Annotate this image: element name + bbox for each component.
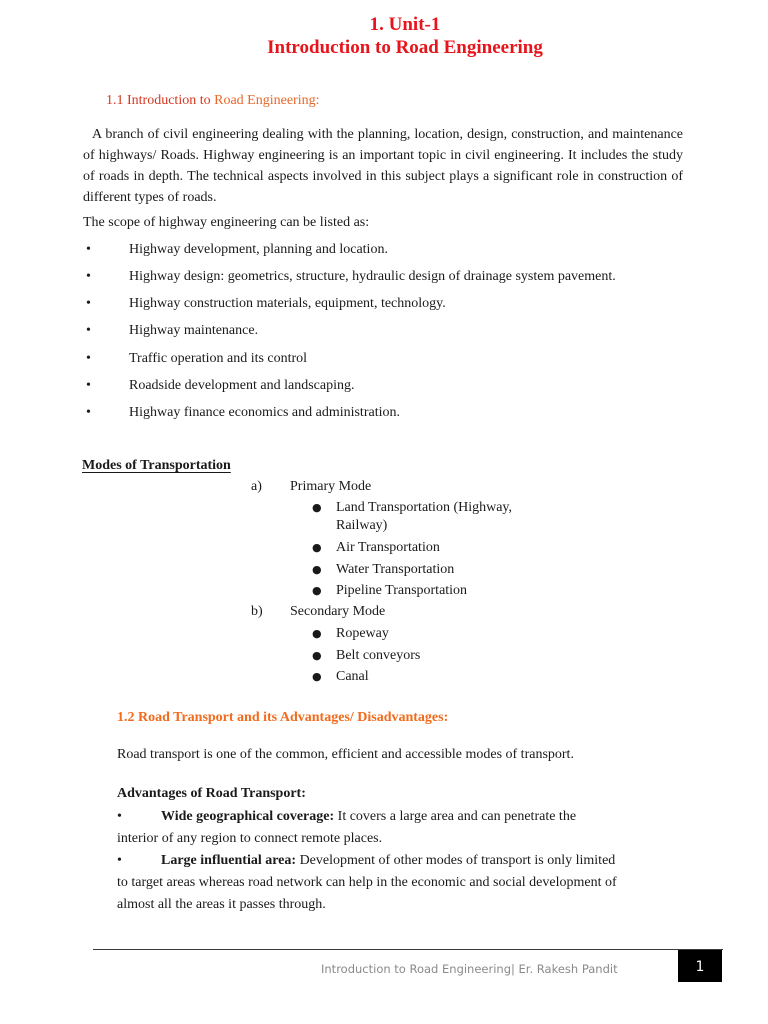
list-item <box>312 561 542 579</box>
secondary-mode-label: b) <box>251 604 263 619</box>
bullet-icon: • <box>86 269 91 284</box>
advantage-term: Large influential area: <box>161 853 297 868</box>
intro-paragraph: A branch of civil engineering dealing with the planning, location, design, construction, and maintenance of highways/ Roads. Highway engineering is an important topic in civil engineering. It includes the study of roads in depth. The technical aspects involved in this subject plays a significant role in construction of different types of roads. <box>83 127 683 205</box>
scope-item-text: Highway construction materials, equipment, technology. <box>129 296 446 311</box>
modes-heading: Modes of Transportation <box>82 458 231 473</box>
bullet-icon: • <box>86 296 91 311</box>
advantage-text: Development of other modes of transport is only limited to target areas whereas road network can help in the economic and social development of almost all the areas it passes through. <box>117 853 617 912</box>
mode-item-text: Land Transportation (Highway, Railway) <box>336 500 513 533</box>
list-item <box>312 668 542 686</box>
scope-item-text: Highway development, planning and location. <box>129 242 388 257</box>
bullet-icon: • <box>86 351 91 366</box>
bullet-icon: • <box>86 378 91 393</box>
bullet-icon: • <box>86 242 91 257</box>
bullet-icon: ● <box>312 541 322 554</box>
advantage-term: Wide geographical coverage: <box>161 809 335 824</box>
secondary-mode-name: Secondary Mode <box>290 604 386 619</box>
advantage-text: It covers a large area and can penetrate the interior of any region to connect remote places. <box>117 809 577 846</box>
list-item <box>312 539 542 557</box>
scope-intro: The scope of highway engineering can be listed as: <box>83 215 370 230</box>
mode-item-text: Canal <box>336 669 369 684</box>
footer-text: Introduction to Road Engineering| Er. Rakesh Pandit <box>321 962 618 976</box>
list-item <box>312 625 542 643</box>
scope-item-text: Roadside development and landscaping. <box>129 378 355 393</box>
advantages-heading: Advantages of Road Transport: <box>117 786 306 801</box>
bullet-icon: ● <box>312 649 322 662</box>
bullet-icon: ● <box>312 670 322 683</box>
mode-item-text: Pipeline Transportation <box>336 583 468 598</box>
list-item <box>312 647 542 665</box>
primary-mode-name: Primary Mode <box>290 479 372 494</box>
scope-item-text: Highway finance economics and administration. <box>129 405 400 420</box>
bullet-icon: ● <box>312 563 322 576</box>
page-title: Introduction to Road Engineering <box>267 37 543 58</box>
bullet-icon: ● <box>312 627 322 640</box>
advantage-item <box>117 850 617 916</box>
section-1-2-heading: 1.2 Road Transport and its Advantages/ Disadvantages: <box>117 710 449 725</box>
mode-item-text: Belt conveyors <box>336 648 421 663</box>
bullet-icon: • <box>86 323 91 338</box>
bullet-icon: ● <box>312 501 322 514</box>
section-1-1-heading <box>106 93 319 109</box>
road-transport-paragraph: Road transport is one of the common, efficient and accessible modes of transport. <box>117 747 574 762</box>
footer-divider <box>93 949 723 950</box>
bullet-icon: • <box>117 809 122 824</box>
bullet-icon: ● <box>312 584 322 597</box>
primary-mode-label: a) <box>251 479 262 494</box>
list-item <box>312 499 542 535</box>
scope-item-text: Traffic operation and its control <box>129 351 308 366</box>
section-1-1-prefix: 1.1 Introduction to <box>106 93 215 108</box>
page-number: 1 <box>678 950 722 982</box>
unit-number-heading: 1. Unit-1 <box>369 14 441 35</box>
mode-item-text: Ropeway <box>336 626 389 641</box>
scope-item-text: Highway design: geometrics, structure, hydraulic design of drainage system pavement. <box>129 269 616 284</box>
mode-item-text: Air Transportation <box>336 540 440 555</box>
bullet-icon: • <box>117 853 122 868</box>
scope-item-text: Highway maintenance. <box>129 323 259 338</box>
section-1-1-accent: Road Engineering: <box>214 93 320 108</box>
advantage-item <box>117 806 617 850</box>
bullet-icon: • <box>86 405 91 420</box>
mode-item-text: Water Transportation <box>336 562 455 577</box>
list-item <box>312 582 542 600</box>
